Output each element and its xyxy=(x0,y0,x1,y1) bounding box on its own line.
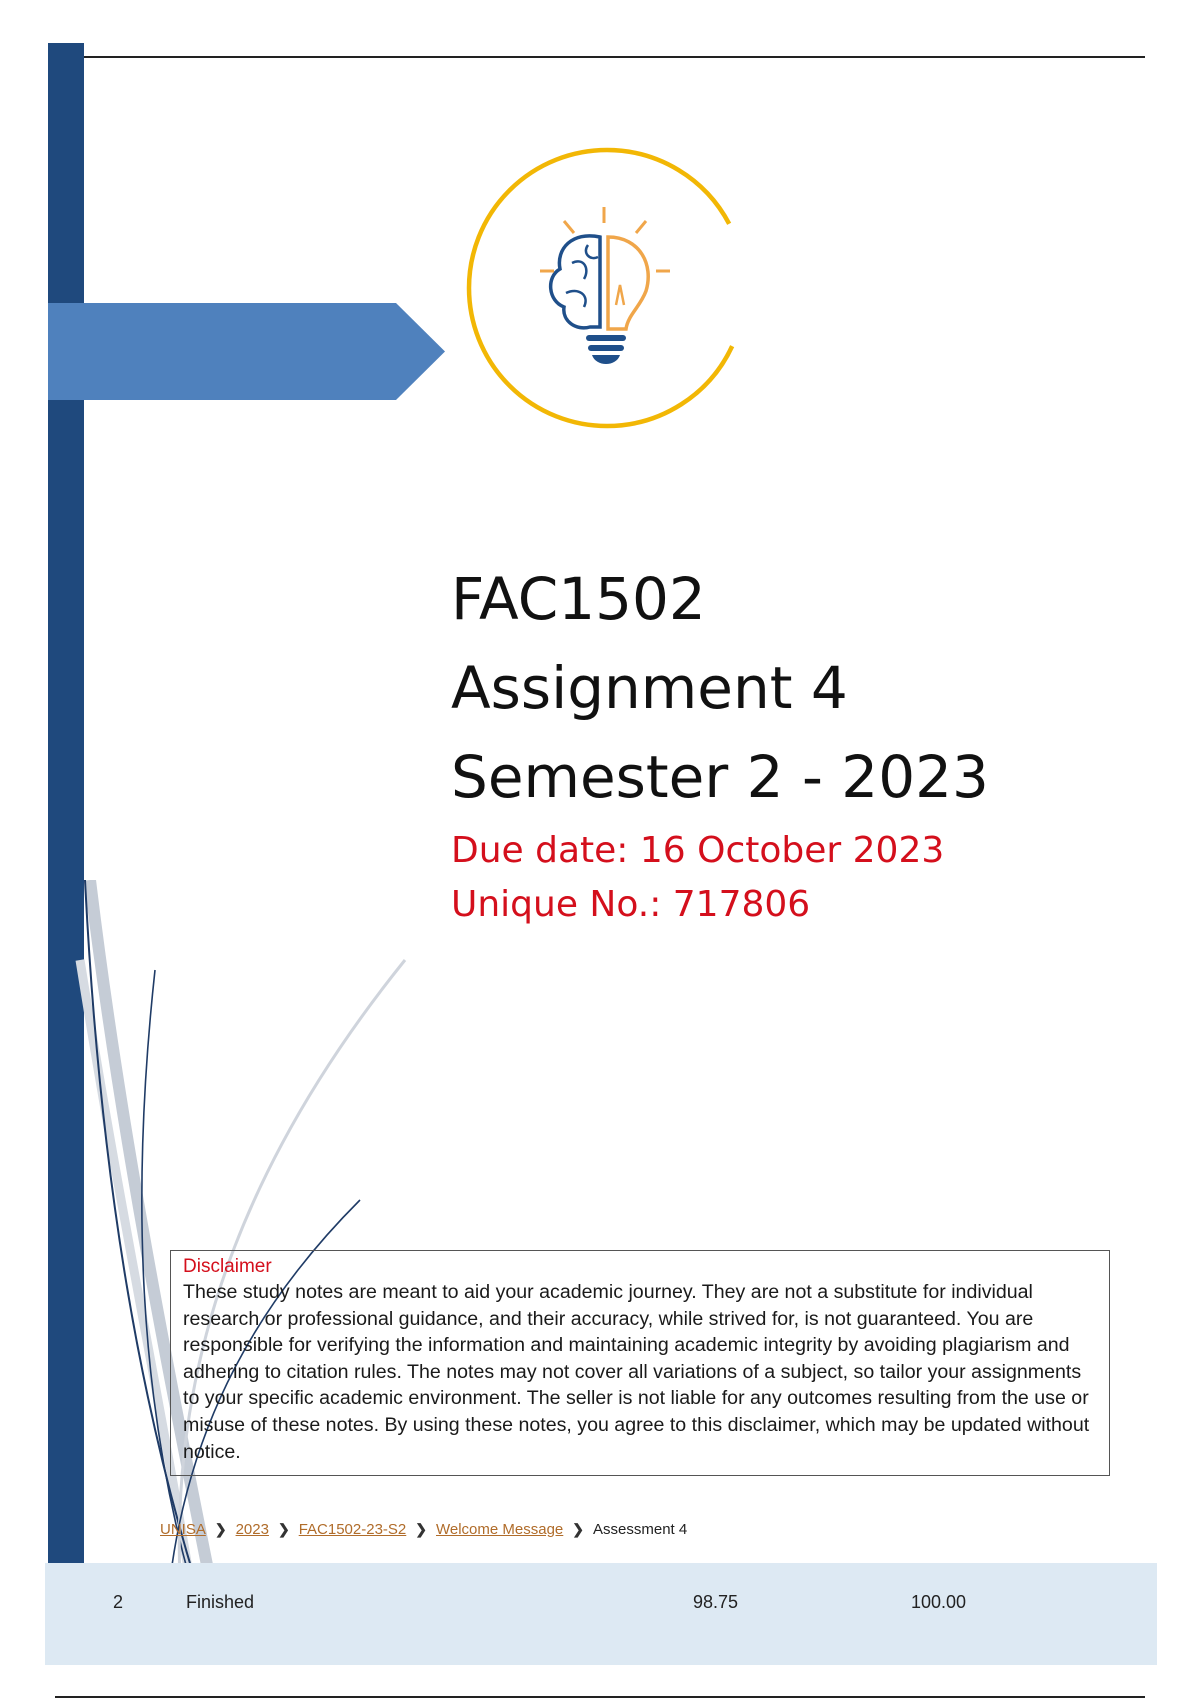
chevron-right-icon: ❯ xyxy=(214,1520,227,1537)
breadcrumb-link-course[interactable]: FAC1502-23-S2 xyxy=(298,1520,407,1538)
table-row xyxy=(45,1563,1157,1665)
cover-title-block xyxy=(451,555,1171,932)
attempt-grade: 100.00 xyxy=(911,1592,967,1612)
top-rule xyxy=(80,56,1145,58)
unique-number: Unique No.: 717806 xyxy=(451,884,811,925)
breadcrumb-link-unisa[interactable]: UNISA xyxy=(160,1520,206,1538)
disclaimer-text: These study notes are meant to aid your academic journey. They are not a substitute for individual research or professional guidance, and their accuracy, while strived for, is not guaranteed. You are responsible for verifying the information and maintaining academic integrity by avoiding plagiarism and adhering to citation rules. The notes may not cover all variations of a subject, so tailor your assignments to your specific academic environment. The seller is not liable for any outcomes resulting from the use or misuse of these notes. By using these notes, you agree to this disclaimer, which may be updated without notice. xyxy=(183,1281,1090,1463)
course-code-title: FAC1502 xyxy=(451,565,706,633)
assignment-title: Assignment 4 xyxy=(451,654,848,722)
chevron-right-icon: ❯ xyxy=(277,1520,290,1537)
brain-lightbulb-icon xyxy=(460,145,755,435)
disclaimer-box xyxy=(170,1250,1110,1476)
cover-arrow-banner xyxy=(48,303,445,400)
breadcrumb-link-year[interactable]: 2023 xyxy=(235,1520,269,1538)
chevron-right-icon: ❯ xyxy=(415,1520,427,1537)
due-date: Due date: 16 October 2023 xyxy=(451,830,945,871)
bottom-rule xyxy=(55,1696,1145,1698)
disclaimer-title: Disclaimer xyxy=(183,1256,272,1277)
chevron-right-icon: ❯ xyxy=(572,1520,585,1537)
attempt-state: Finished xyxy=(186,1592,255,1612)
breadcrumb-current-page: Assessment 4 xyxy=(593,1520,688,1538)
attempt-number: 2 xyxy=(113,1592,124,1612)
attempt-marks: 98.75 xyxy=(693,1592,739,1612)
semester-title: Semester 2 - 2023 xyxy=(451,743,989,811)
breadcrumb-link-welcome-message[interactable]: Welcome Message xyxy=(436,1520,564,1538)
breadcrumb xyxy=(160,1518,687,1540)
